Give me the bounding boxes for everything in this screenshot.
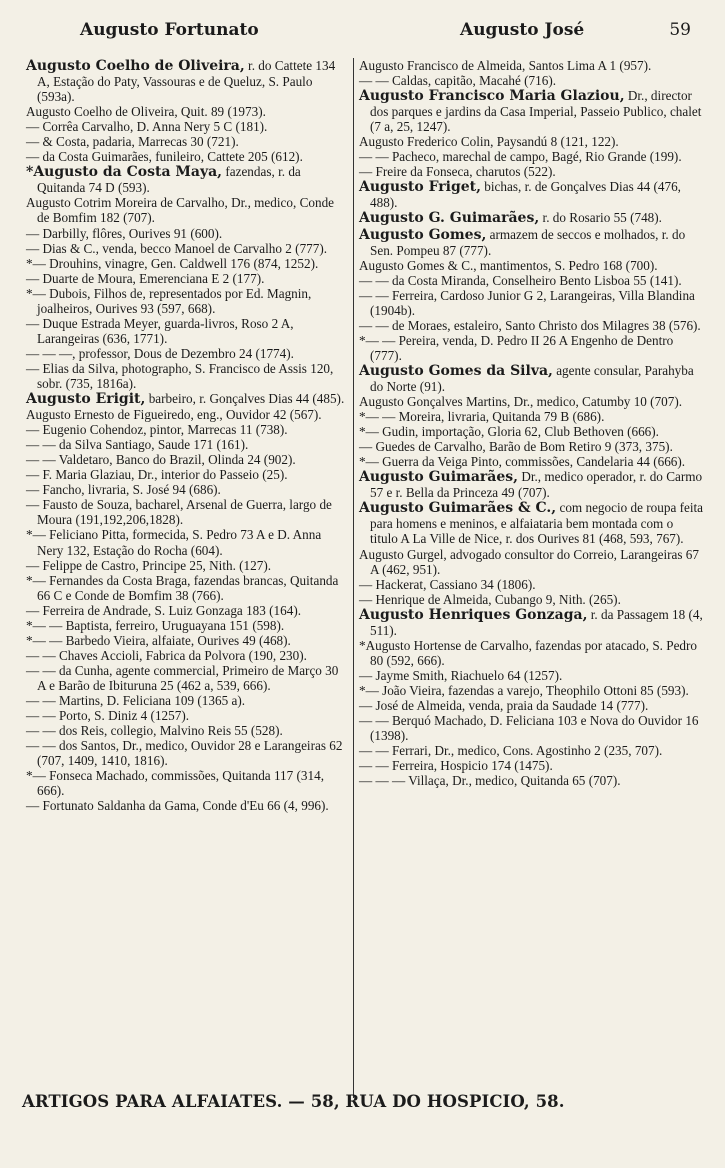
entry-text: fazendas, r. da Quitanda 74 D (593). bbox=[37, 164, 301, 196]
column-divider bbox=[353, 58, 354, 1098]
entry-text: r. do Rosario 55 (748). bbox=[539, 210, 662, 226]
entry-name: Augusto Gomes da Silva, bbox=[359, 362, 553, 379]
directory-entry bbox=[26, 618, 349, 633]
entry-text: — — dos Santos, Dr., medico, Ouvidor 28 e Larangeiras 62 (707, 1409, 1410, 1816). bbox=[26, 738, 343, 769]
entry-text: *— Feliciano Pitta, formecida, S. Pedro 73 A e D. Anna Nery 132, Estação do Rocha (604). bbox=[26, 527, 322, 558]
entry-text: — Dias & C., venda, becco Manoel de Carvalho 2 (777). bbox=[26, 240, 328, 256]
directory-entry bbox=[26, 226, 349, 241]
entry-text: — — Valdetaro, Banco do Brazil, Olinda 24 (902). bbox=[26, 452, 296, 468]
directory-entry bbox=[26, 482, 349, 497]
entry-text: — — Berquó Machado, D. Feliciana 103 e Nova do Ouvidor 16 (1398). bbox=[359, 713, 699, 744]
entry-text: r. da Passagem 18 (4, 511). bbox=[370, 606, 703, 638]
page-header bbox=[28, 14, 715, 42]
directory-entry bbox=[26, 693, 349, 708]
directory-entry bbox=[359, 363, 704, 394]
entry-text: agente consular, Parahyba do Norte (91). bbox=[370, 362, 694, 394]
entry-text: *— Drouhins, vinagre, Gen. Caldwell 176 (874, 1252). bbox=[26, 255, 319, 271]
entry-text: Augusto Cotrim Moreira de Carvalho, Dr., medico, Conde de Bomfim 182 (707). bbox=[26, 195, 335, 226]
entry-text: — Eugenio Cohendoz, pintor, Marrecas 11 (738). bbox=[26, 422, 288, 438]
entry-text: Augusto Ernesto de Figueiredo, eng., Ouvidor 42 (567). bbox=[26, 407, 322, 423]
entry-text: Augusto Gurgel, advogado consultor do Correio, Larangeiras 67 A (462, 951). bbox=[359, 546, 699, 577]
directory-entry bbox=[359, 227, 704, 258]
entry-text: — — Martins, D. Feliciana 109 (1365 a). bbox=[26, 692, 246, 708]
entry-text: *— — Pereira, venda, D. Pedro II 26 A Engenho de Dentro (777). bbox=[359, 332, 674, 363]
directory-entry bbox=[26, 195, 349, 225]
directory-entry bbox=[26, 361, 349, 391]
directory-entry bbox=[359, 179, 704, 210]
directory-entry bbox=[359, 258, 704, 273]
directory-entry bbox=[359, 500, 704, 546]
directory-entry bbox=[359, 758, 704, 773]
directory-entry bbox=[359, 683, 704, 698]
entry-text: Augusto Coelho de Oliveira, Quit. 89 (1973). bbox=[26, 104, 266, 120]
entry-text: — & Costa, padaria, Marrecas 30 (721). bbox=[26, 134, 239, 150]
entry-text: *— — Moreira, livraria, Quitanda 79 B (686). bbox=[359, 409, 605, 425]
directory-entry bbox=[26, 58, 349, 104]
directory-entry bbox=[26, 452, 349, 467]
directory-entry bbox=[26, 648, 349, 663]
entry-text: — — Pacheco, marechal de campo, Bagé, Rio Grande (199). bbox=[359, 149, 682, 165]
page-number: 59 bbox=[669, 20, 691, 40]
entry-text: — — —, professor, Dous de Dezembro 24 (1774). bbox=[26, 345, 294, 361]
entry-text: — José de Almeida, venda, praia da Saudade 14 (777). bbox=[359, 697, 649, 713]
entry-text: — F. Maria Glaziau, Dr., interior do Passeio (25). bbox=[26, 467, 288, 483]
entry-text: *— João Vieira, fazendas a varejo, Theophilo Ottoni 85 (593). bbox=[359, 682, 689, 698]
directory-entry bbox=[359, 409, 704, 424]
directory-entry bbox=[26, 467, 349, 482]
entry-text: armazem de seccos e molhados, r. do Sen. Pompeu 87 (777). bbox=[370, 226, 686, 258]
directory-entry bbox=[26, 497, 349, 527]
directory-entry bbox=[26, 723, 349, 738]
entry-text: — — Ferrari, Dr., medico, Cons. Agostinho 2 (235, 707). bbox=[359, 743, 663, 759]
directory-entry bbox=[26, 708, 349, 723]
directory-entry bbox=[26, 663, 349, 693]
directory-entry bbox=[359, 73, 704, 88]
directory-entry bbox=[359, 668, 704, 683]
entry-text: — — da Costa Miranda, Conselheiro Bento Lisboa 55 (141). bbox=[359, 272, 682, 288]
entry-name: Augusto Coelho de Oliveira, bbox=[26, 58, 245, 74]
entry-text: *— Dubois, Filhos de, representados por Ed. Magnin, joalheiros, Ourives 93 (597, 668). bbox=[26, 285, 312, 316]
directory-entry bbox=[26, 422, 349, 437]
directory-entry bbox=[359, 698, 704, 713]
directory-entry bbox=[359, 773, 704, 788]
entry-text: — — — Villaça, Dr., medico, Quitanda 65 (707). bbox=[359, 773, 621, 789]
directory-entry bbox=[359, 134, 704, 149]
entry-text: — — Caldas, capitão, Macahé (716). bbox=[359, 73, 557, 89]
directory-entry bbox=[26, 768, 349, 798]
entry-text: *— — Baptista, ferreiro, Uruguayana 151 (598). bbox=[26, 617, 285, 633]
running-head-right: Augusto José bbox=[460, 20, 585, 40]
entry-text: — — da Cunha, agente commercial, Primeiro de Março 30 A e Barão de Ibituruna 25 (462 a, 539, 666). bbox=[26, 662, 339, 693]
directory-entry bbox=[359, 424, 704, 439]
entry-text: — Elias da Silva, photographo, S. Francisco de Assis 120, sobr. (735, 1816a). bbox=[26, 360, 334, 391]
entry-text: — da Costa Guimarães, funileiro, Cattete 205 (612). bbox=[26, 149, 303, 165]
entry-name: *Augusto da Costa Maya, bbox=[26, 164, 223, 181]
entry-text: — Corrêa Carvalho, D. Anna Nery 5 C (181). bbox=[26, 119, 268, 135]
entry-name: Augusto Erigit, bbox=[26, 391, 146, 408]
right-column bbox=[359, 58, 704, 788]
running-head-left: Augusto Fortunato bbox=[80, 20, 259, 40]
directory-entry bbox=[26, 164, 349, 195]
entry-text: *— Guerra da Veiga Pinto, commissões, Candelaria 44 (666). bbox=[359, 454, 686, 470]
directory-entry bbox=[359, 454, 704, 469]
entry-text: r. do Cattete 134 A, Estação do Paty, Vassouras e de Queluz, S. Paulo (593a). bbox=[37, 58, 336, 105]
entry-text: Augusto Francisco de Almeida, Santos Lima A 1 (957). bbox=[359, 58, 652, 73]
entry-name: Augusto Henriques Gonzaga, bbox=[359, 606, 588, 623]
footer-advertisement: ARTIGOS PARA ALFAIATES. — 58, RUA DO HOSPICIO, 58. bbox=[22, 1092, 565, 1111]
entry-text: — Darbilly, flôres, Ourives 91 (600). bbox=[26, 225, 223, 241]
directory-entry bbox=[26, 407, 349, 422]
entry-text: — Guedes de Carvalho, Barão de Bom Retiro 9 (373, 375). bbox=[359, 439, 673, 455]
directory-entry bbox=[26, 241, 349, 256]
entry-text: — Hackerat, Cassiano 34 (1806). bbox=[359, 576, 536, 592]
directory-entry bbox=[359, 149, 704, 164]
entry-text: *— Fernandes da Costa Braga, fazendas brancas, Quitanda 66 C e Conde de Bomfim 38 (766). bbox=[26, 572, 339, 603]
directory-entry bbox=[26, 346, 349, 361]
directory-entry bbox=[359, 547, 704, 577]
entry-text: — — Chaves Accioli, Fabrica da Polvora (190, 230). bbox=[26, 647, 307, 663]
entry-text: — — da Silva Santiago, Saude 171 (161). bbox=[26, 437, 249, 453]
entry-name: Augusto Guimarães & C., bbox=[359, 500, 557, 517]
directory-entry bbox=[26, 316, 349, 346]
entry-name: Augusto Friget, bbox=[359, 179, 481, 196]
directory-entry bbox=[359, 743, 704, 758]
directory-entry bbox=[359, 592, 704, 607]
directory-entry bbox=[26, 149, 349, 164]
entry-name: Augusto Guimarães, bbox=[359, 469, 519, 486]
directory-entry bbox=[359, 713, 704, 743]
directory-entry bbox=[359, 318, 704, 333]
directory-entry bbox=[26, 738, 349, 768]
directory-entry bbox=[26, 558, 349, 573]
directory-entry bbox=[359, 439, 704, 454]
directory-entry bbox=[26, 256, 349, 271]
entry-text: — Henrique de Almeida, Cubango 9, Nith. (265). bbox=[359, 591, 621, 607]
entry-text: — — Porto, S. Diniz 4 (1257). bbox=[26, 708, 190, 724]
entry-text: — Duarte de Moura, Emerenciana E 2 (177). bbox=[26, 270, 265, 286]
directory-entry bbox=[26, 134, 349, 149]
directory-entry bbox=[359, 577, 704, 592]
directory-entry bbox=[359, 333, 704, 363]
entry-text: — Fausto de Souza, bacharel, Arsenal de Guerra, largo de Moura (191,192,206,1828). bbox=[26, 497, 332, 528]
directory-entry bbox=[359, 164, 704, 179]
entry-text: — Fancho, livraria, S. José 94 (686). bbox=[26, 482, 221, 498]
entry-text: — — dos Reis, collegio, Malvino Reis 55 (528). bbox=[26, 723, 283, 739]
entry-text: — — Ferreira, Cardoso Junior G 2, Larangeiras, Villa Blandina (1904b). bbox=[359, 287, 695, 318]
entry-text: — Freire da Fonseca, charutos (522). bbox=[359, 164, 556, 180]
entry-text: *Augusto Hortense de Carvalho, fazendas por atacado, S. Pedro 80 (592, 666). bbox=[359, 637, 698, 668]
entry-text: Augusto Gonçalves Martins, Dr., medico, Catumby 10 (707). bbox=[359, 394, 683, 410]
entry-text: *— Fonseca Machado, commissões, Quitanda 117 (314, 666). bbox=[26, 768, 325, 799]
directory-entry bbox=[26, 603, 349, 618]
entry-text: — Ferreira de Andrade, S. Luiz Gonzaga 183 (164). bbox=[26, 602, 302, 618]
entry-text: com negocio de roupa feita para homens e meninos, e alfaiataria bem montada com o titulo A La Ville de Nice, r. dos Ourives 81 (468, 593, 767). bbox=[370, 500, 704, 547]
directory-entry bbox=[359, 469, 704, 500]
directory-entry bbox=[359, 288, 704, 318]
directory-entry bbox=[359, 88, 704, 134]
left-column bbox=[26, 58, 349, 813]
directory-entry bbox=[26, 104, 349, 119]
entry-text: barbeiro, r. Gonçalves Dias 44 (485). bbox=[145, 391, 345, 407]
entry-text: — Fortunato Saldanha da Gama, Conde d'Eu 66 (4, 996). bbox=[26, 798, 329, 814]
entry-name: Augusto Francisco Maria Glaziou, bbox=[359, 88, 625, 105]
entry-text: — Jayme Smith, Riachuelo 64 (1257). bbox=[359, 667, 563, 683]
directory-entry bbox=[359, 638, 704, 668]
directory-entry bbox=[26, 573, 349, 603]
entry-text: *— — Barbedo Vieira, alfaiate, Ourives 49 (468). bbox=[26, 632, 291, 648]
directory-entry bbox=[359, 273, 704, 288]
entry-name: Augusto Gomes, bbox=[359, 226, 487, 243]
entry-text: Dr., medico operador, r. do Carmo 57 e r. Bella da Princeza 49 (707). bbox=[370, 469, 703, 501]
directory-entry bbox=[26, 119, 349, 134]
entry-name: Augusto G. Guimarães, bbox=[359, 210, 540, 227]
entry-text: — Duque Estrada Meyer, guarda-livros, Roso 2 A, Larangeiras (636, 1771). bbox=[26, 315, 294, 346]
directory-entry bbox=[26, 437, 349, 452]
entry-text: — — de Moraes, estaleiro, Santo Christo dos Milagres 38 (576). bbox=[359, 317, 701, 333]
entry-text: — — Ferreira, Hospicio 174 (1475). bbox=[359, 758, 553, 774]
directory-entry bbox=[26, 271, 349, 286]
entry-text: bichas, r. de Gonçalves Dias 44 (476, 488). bbox=[370, 179, 681, 211]
directory-entry bbox=[26, 798, 349, 813]
directory-entry bbox=[359, 394, 704, 409]
entry-text: Augusto Frederico Colin, Paysandú 8 (121, 122). bbox=[359, 134, 619, 150]
entry-text: — Felippe de Castro, Principe 25, Nith. (127). bbox=[26, 557, 272, 573]
directory-entry bbox=[359, 607, 704, 638]
directory-entry bbox=[26, 391, 349, 407]
directory-entry bbox=[26, 633, 349, 648]
directory-entry bbox=[359, 58, 704, 73]
directory-entry bbox=[359, 210, 704, 226]
entry-text: *— Gudin, importação, Gloria 62, Club Bethoven (666). bbox=[359, 424, 659, 440]
directory-entry bbox=[26, 527, 349, 557]
entry-text: Dr., director dos parques e jardins da Casa Imperial, Passeio Publico, chalet (7 a, 25, 1247). bbox=[370, 88, 702, 135]
directory-entry bbox=[26, 286, 349, 316]
entry-text: Augusto Gomes & C., mantimentos, S. Pedro 168 (700). bbox=[359, 257, 658, 273]
